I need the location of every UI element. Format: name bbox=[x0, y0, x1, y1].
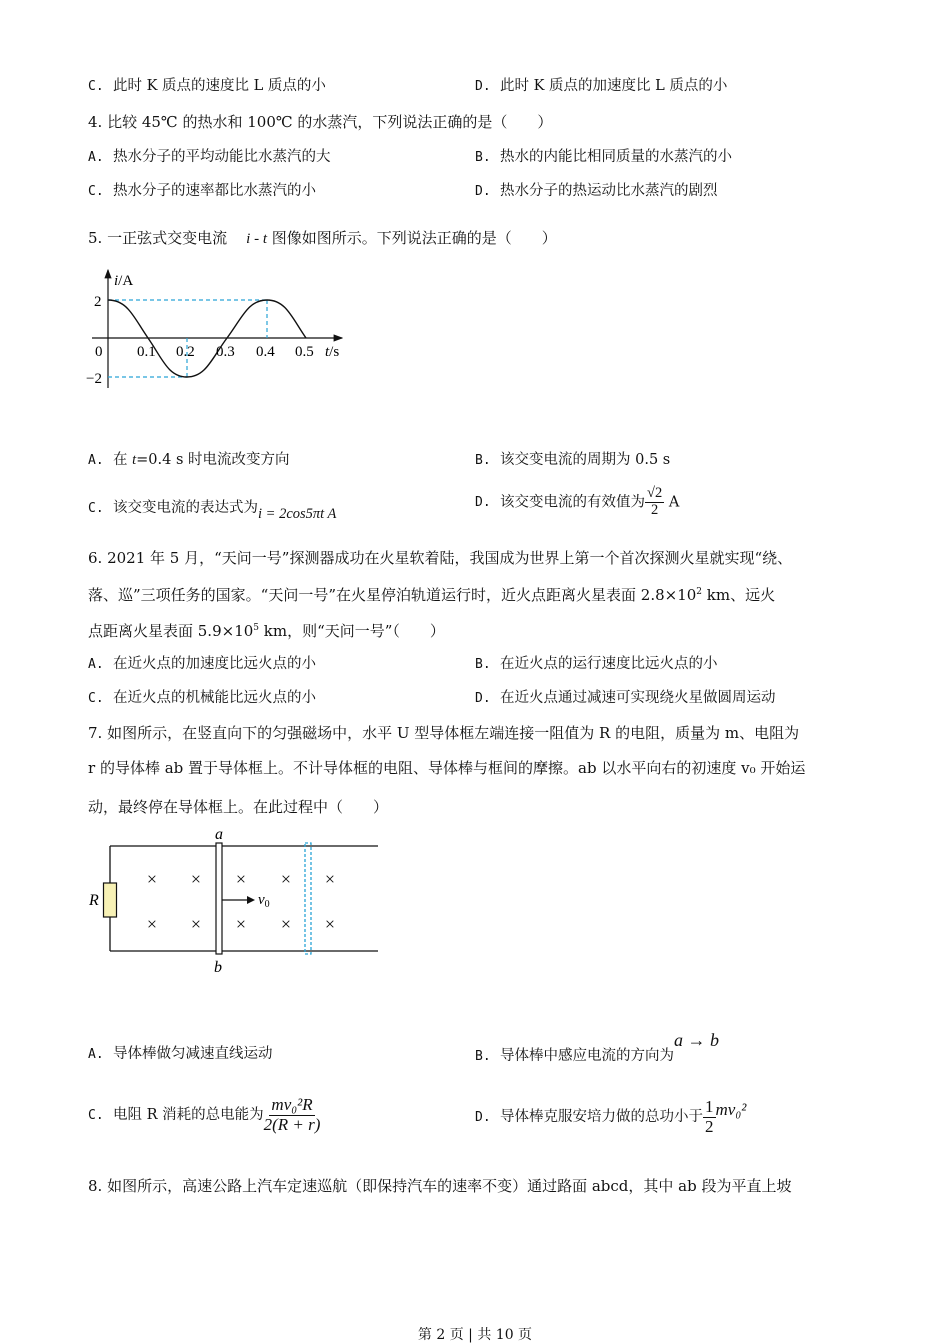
option-label: D. bbox=[475, 495, 491, 511]
q8-stem: 8. 如图所示，高速公路上汽车定速巡航（即保持汽车的速率不变）通过路面 abcd，其中 ab 段为平直上坡 bbox=[88, 1177, 792, 1195]
q4-option-c bbox=[88, 181, 316, 202]
svg-text:v0: $v_0$ bbox=[258, 892, 270, 910]
page-footer: 第 2 页 | 共 10 页 bbox=[417, 1327, 533, 1343]
q6-stem-line2 bbox=[88, 582, 775, 605]
option-label: B. bbox=[475, 1049, 491, 1064]
option-text: 在 bbox=[113, 452, 128, 468]
option-text: 热水的内能比相同质量的水蒸汽的小 bbox=[500, 149, 732, 165]
option-text: 导体棒中感应电流的方向为 bbox=[500, 1048, 674, 1064]
fraction-numerator: 1 bbox=[705, 1097, 714, 1116]
q6-stem-line3 bbox=[88, 618, 445, 641]
option-fraction bbox=[703, 1098, 716, 1136]
option-text: 热水分子的热运动比水蒸汽的剧烈 bbox=[500, 183, 718, 199]
resistor bbox=[104, 883, 117, 917]
q5-stem bbox=[88, 228, 557, 249]
fraction-numerator: √2 bbox=[647, 485, 663, 501]
option-label: C. bbox=[88, 184, 104, 199]
svg-text:0.3: 0.3 bbox=[216, 344, 235, 360]
option-text: 在近火点通过减速可实现绕火星做圆周运动 bbox=[500, 690, 776, 706]
option-text: 在近火点的运行速度比远火点的小 bbox=[500, 656, 718, 672]
q7-option-d bbox=[475, 1098, 746, 1136]
svg-text:×: × bbox=[280, 869, 292, 889]
fraction-denominator: 2(R + r) bbox=[263, 1114, 321, 1134]
conductor-rod bbox=[216, 843, 222, 954]
svg-text:×: × bbox=[235, 914, 247, 934]
q5-option-b bbox=[475, 450, 670, 471]
option-label: A. bbox=[88, 150, 104, 165]
svg-text:i/A: i/A bbox=[114, 273, 134, 289]
option-label: C. bbox=[88, 79, 104, 94]
option-variable: t bbox=[132, 452, 137, 468]
option-label: D. bbox=[475, 691, 491, 706]
option-label: A. bbox=[88, 1047, 104, 1062]
option-text: 该交变电流的表达式为 bbox=[113, 500, 258, 516]
q4-stem: 4. 比较 45℃ 的热水和 100℃ 的水蒸汽，下列说法正确的是（ ） bbox=[88, 113, 553, 131]
q7-circuit-diagram bbox=[80, 822, 390, 982]
svg-text:×: × bbox=[190, 914, 202, 934]
q6-option-c bbox=[88, 688, 316, 709]
q5-option-d bbox=[475, 486, 679, 519]
option-label: D. bbox=[475, 1110, 491, 1126]
q4-option-d bbox=[475, 181, 718, 202]
svg-text:R: R bbox=[89, 892, 99, 909]
svg-text:0.5: 0.5 bbox=[295, 344, 314, 360]
stem-text: km，则“天问一号”（ ） bbox=[259, 622, 445, 640]
exponent: 2 bbox=[696, 587, 703, 597]
q6-option-b bbox=[475, 654, 718, 675]
option-label: B. bbox=[475, 453, 491, 468]
q3-option-d bbox=[475, 76, 727, 97]
option-fraction bbox=[264, 1096, 321, 1134]
svg-text:a: a bbox=[215, 826, 223, 843]
stem-text: 点距离火星表面 5.9×10 bbox=[88, 622, 254, 640]
option-formula: i = 2cos5πt A bbox=[258, 506, 337, 522]
q6-stem-line1: 6. 2021 年 5 月，“天问一号”探测器成功在火星软着陆，我国成为世界上第一个首次探测火星就实现“绕、 bbox=[88, 549, 793, 567]
svg-text:×: × bbox=[235, 869, 247, 889]
stem-variable: i - t bbox=[246, 231, 268, 247]
option-text: 此时 K 质点的加速度比 L 质点的小 bbox=[500, 78, 728, 94]
q5-option-a bbox=[88, 450, 290, 471]
svg-text:×: × bbox=[324, 914, 336, 934]
stem-text: km、远火 bbox=[702, 586, 776, 604]
exponent: 5 bbox=[253, 623, 260, 633]
svg-text:×: × bbox=[190, 869, 202, 889]
option-label: B. bbox=[475, 150, 491, 165]
option-text: 该交变电流的有效值为 bbox=[500, 494, 645, 511]
fraction-denominator: 2 bbox=[650, 501, 659, 518]
final-rod-position bbox=[305, 843, 311, 954]
option-text: 导体棒克服安培力做的总功小于 bbox=[500, 1109, 703, 1126]
option-label: D. bbox=[475, 184, 491, 199]
q7-stem-line3: 动，最终停在导体框上。在此过程中（ ） bbox=[88, 798, 389, 816]
magnetic-field-crosses bbox=[147, 869, 335, 934]
q7-stem-line1: 7. 如图所示，在竖直向下的匀强磁场中，水平 U 型导体框左端连接一阻值为 R 的电阻，质量为 m、电阻为 bbox=[88, 724, 800, 742]
option-label: A. bbox=[88, 453, 104, 468]
svg-text:×: × bbox=[146, 869, 158, 889]
option-text: 在近火点的机械能比远火点的小 bbox=[113, 690, 316, 706]
option-formula: a → b bbox=[674, 1030, 719, 1050]
q3-option-c bbox=[88, 76, 326, 97]
q5-chart bbox=[80, 262, 360, 397]
svg-text:t/s: t/s bbox=[325, 344, 340, 360]
q7-option-b bbox=[475, 1030, 719, 1067]
svg-text:0.4: 0.4 bbox=[256, 344, 275, 360]
option-label: C. bbox=[88, 1108, 104, 1124]
stem-text: 5. 一正弦式交变电流 bbox=[88, 229, 228, 247]
option-unit: A bbox=[668, 494, 680, 511]
option-text: 导体棒做匀减速直线运动 bbox=[113, 1046, 273, 1062]
fraction-denominator: 2 bbox=[705, 1116, 714, 1136]
svg-text:×: × bbox=[146, 914, 158, 934]
q4-option-b bbox=[475, 147, 732, 168]
option-text: 该交变电流的周期为 0.5 s bbox=[500, 452, 671, 468]
option-text: 电阻 R 消耗的总电能为 bbox=[113, 1107, 264, 1124]
fraction-numerator: mv₀²R bbox=[271, 1095, 313, 1114]
stem-text: 落、巡”三项任务的国家。“天问一号”在火星停泊轨道运行时，近火点距离火星表面 2.8×10 bbox=[88, 586, 697, 604]
q7-stem-line2: r 的导体棒 ab 置于导体框上。不计导体框的电阻、导体棒与框间的摩擦。ab 以水平向右的初速度 v₀ 开始运 bbox=[88, 759, 806, 777]
svg-text:0.2: 0.2 bbox=[176, 344, 195, 360]
option-text: 热水分子的平均动能比水蒸汽的大 bbox=[113, 149, 331, 165]
option-formula: mv₀² bbox=[715, 1100, 747, 1120]
option-label: C. bbox=[88, 501, 104, 516]
svg-text:×: × bbox=[280, 914, 292, 934]
option-text: 此时 K 质点的速度比 L 质点的小 bbox=[113, 78, 326, 94]
option-text: =0.4 s 时电流改变方向 bbox=[136, 452, 290, 468]
q4-option-a bbox=[88, 147, 331, 168]
stem-text: 图像如图所示。下列说法正确的是（ ） bbox=[271, 229, 557, 247]
option-label: A. bbox=[88, 657, 104, 672]
q6-option-d bbox=[475, 688, 776, 709]
q6-option-a bbox=[88, 654, 316, 675]
svg-text:0: 0 bbox=[95, 344, 103, 360]
option-fraction bbox=[645, 486, 664, 519]
option-label: D. bbox=[475, 79, 491, 94]
option-text: 在近火点的加速度比远火点的小 bbox=[113, 656, 316, 672]
option-label: B. bbox=[475, 657, 491, 672]
option-label: C. bbox=[88, 691, 104, 706]
q7-option-c bbox=[88, 1096, 320, 1134]
svg-text:0.1: 0.1 bbox=[137, 344, 156, 360]
option-text: 热水分子的速率都比水蒸汽的小 bbox=[113, 183, 316, 199]
q7-option-a bbox=[88, 1044, 273, 1065]
svg-text:×: × bbox=[324, 869, 336, 889]
svg-text:−2: −2 bbox=[86, 371, 102, 387]
q5-option-c bbox=[88, 498, 337, 522]
svg-text:b: b bbox=[214, 959, 222, 976]
svg-text:2: 2 bbox=[94, 294, 102, 310]
